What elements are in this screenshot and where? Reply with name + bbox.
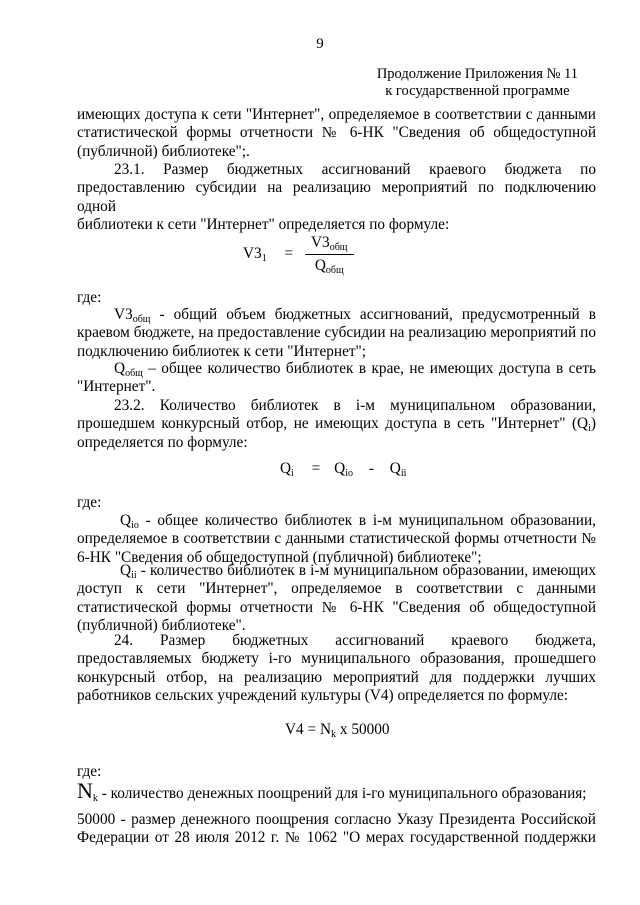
text-line: определяемое в соответствии с данными статистической формы отчетности № — [77, 530, 596, 548]
formula-minus: - — [368, 460, 374, 477]
fraction-numerator: $V3_{общ}$ — [305, 234, 354, 255]
formula-q-ii: $Q_{ii}$ — [389, 460, 407, 479]
text-line: определяется по формуле: — [77, 433, 248, 451]
text-line: статистической формы отчетности № 6-НК "Сведения об общедоступной — [77, 598, 596, 616]
symbol-n: N — [77, 778, 93, 803]
formula-lhs: V4 = N — [285, 721, 332, 738]
text-line: предоставляемых бюджету i-го муниципального образования, прошедшего — [77, 650, 596, 668]
formula-v4 — [285, 721, 390, 739]
where-label-3: где: — [77, 763, 102, 780]
paragraph-intro — [77, 106, 596, 161]
definition-q-total — [77, 360, 596, 397]
text-line: $V3_{общ}$ - общий объем бюджетных ассигнований, предусмотренный в — [114, 306, 596, 325]
definition-v3-total — [77, 306, 596, 361]
paragraph-23-1 — [77, 161, 596, 234]
text-line: "Интернет". — [77, 378, 156, 396]
text-line: $Q_{ii}$ - количество библиотек в i-м муниципальном образовании, имеющих — [120, 562, 596, 581]
appendix-header-line-2: к государственной программе — [385, 83, 570, 99]
text-line: краевом бюджете, на предоставление субсидии на реализацию мероприятий по — [77, 324, 596, 342]
appendix-header-line-1: Продолжение Приложения № 11 — [376, 66, 578, 82]
definition-q-io — [77, 512, 596, 567]
symbol-subscript: k — [92, 793, 98, 804]
text-line: 50000 - размер денежного поощрения согласно Указу Президента Российской — [77, 811, 596, 828]
formula-equals: = — [284, 245, 294, 263]
text-line: предоставлению субсидии на реализацию мероприятий по подключению одной — [77, 179, 596, 215]
text-line: $Q_{общ}$ – общее количество библиотек в крае, не имеющих доступа в сеть — [114, 360, 596, 379]
text-line: библиотеки к сети "Интернет" определяется по формуле: — [77, 215, 450, 233]
paragraph-50000 — [77, 811, 596, 848]
text-line: 6-НК "Сведения об общедоступной (публичной) библиотеке"; — [77, 548, 482, 566]
formula-qi — [280, 460, 406, 478]
text-line: (публичной) библиотеке". — [77, 616, 246, 634]
text-line: (публичной) библиотеке";. — [77, 142, 250, 160]
text-line: 23.2. Количество библиотек в i-м муниципальном образовании, — [114, 397, 596, 414]
definition-q-ii — [77, 562, 596, 635]
definition-text: - количество денежных поощрений для i-го муниципального образования; — [97, 785, 587, 802]
formula-lhs: $V3_1$ — [243, 245, 267, 265]
formula-equals: = — [311, 460, 321, 477]
text-line: имеющих доступа к сети "Интернет", определяемое в соответствии с данными — [77, 106, 596, 123]
formula-fraction — [305, 234, 354, 275]
text-line: работников сельских учреждений культуры (V4) определяется по формуле: — [77, 686, 569, 704]
text-line: 24. Размер бюджетных ассигнований краевого бюджета, — [114, 632, 596, 649]
formula-rhs: x 50000 — [336, 721, 390, 738]
formula-v3-1 — [243, 234, 354, 275]
text-line: конкурсный отбор, на реализацию мероприятий для поддержки лучших — [77, 668, 596, 686]
text-line: доступ к сети "Интернет", определяемое в соответствии с данными — [77, 580, 596, 598]
text-line: прошедшем конкурсный отбор, не имеющих доступа в сеть "Интернет" $(Q_i)$ — [77, 415, 596, 435]
text-line: подключению библиотек к сети "Интернет"; — [77, 342, 367, 360]
page-number: 9 — [316, 36, 324, 52]
paragraph-24 — [77, 632, 596, 705]
text-line: статистической формы отчетности № 6-НК "Сведения об общедоступной — [77, 124, 596, 142]
formula-q-io: $Q_{io}$ — [334, 460, 353, 479]
formula-subscript: k — [331, 729, 337, 740]
text-line: $Q_{io}$ - общее количество библиотек в i-м муниципальном образовании, — [120, 512, 596, 531]
where-label-2: где: — [77, 494, 102, 511]
fraction-denominator: $Q_{общ}$ — [314, 257, 344, 276]
definition-nk — [77, 778, 596, 804]
paragraph-23-2 — [77, 397, 596, 452]
text-line: 23.1. Размер бюджетных ассигнований краевого бюджета по — [114, 161, 596, 178]
appendix-header — [377, 66, 578, 100]
text-line: Федерации от 28 июля 2012 г. № 1062 "О мерах государственной поддержки — [77, 829, 596, 847]
formula-q-i: $Q_i$ — [280, 460, 294, 479]
where-label-1: где: — [77, 289, 102, 306]
